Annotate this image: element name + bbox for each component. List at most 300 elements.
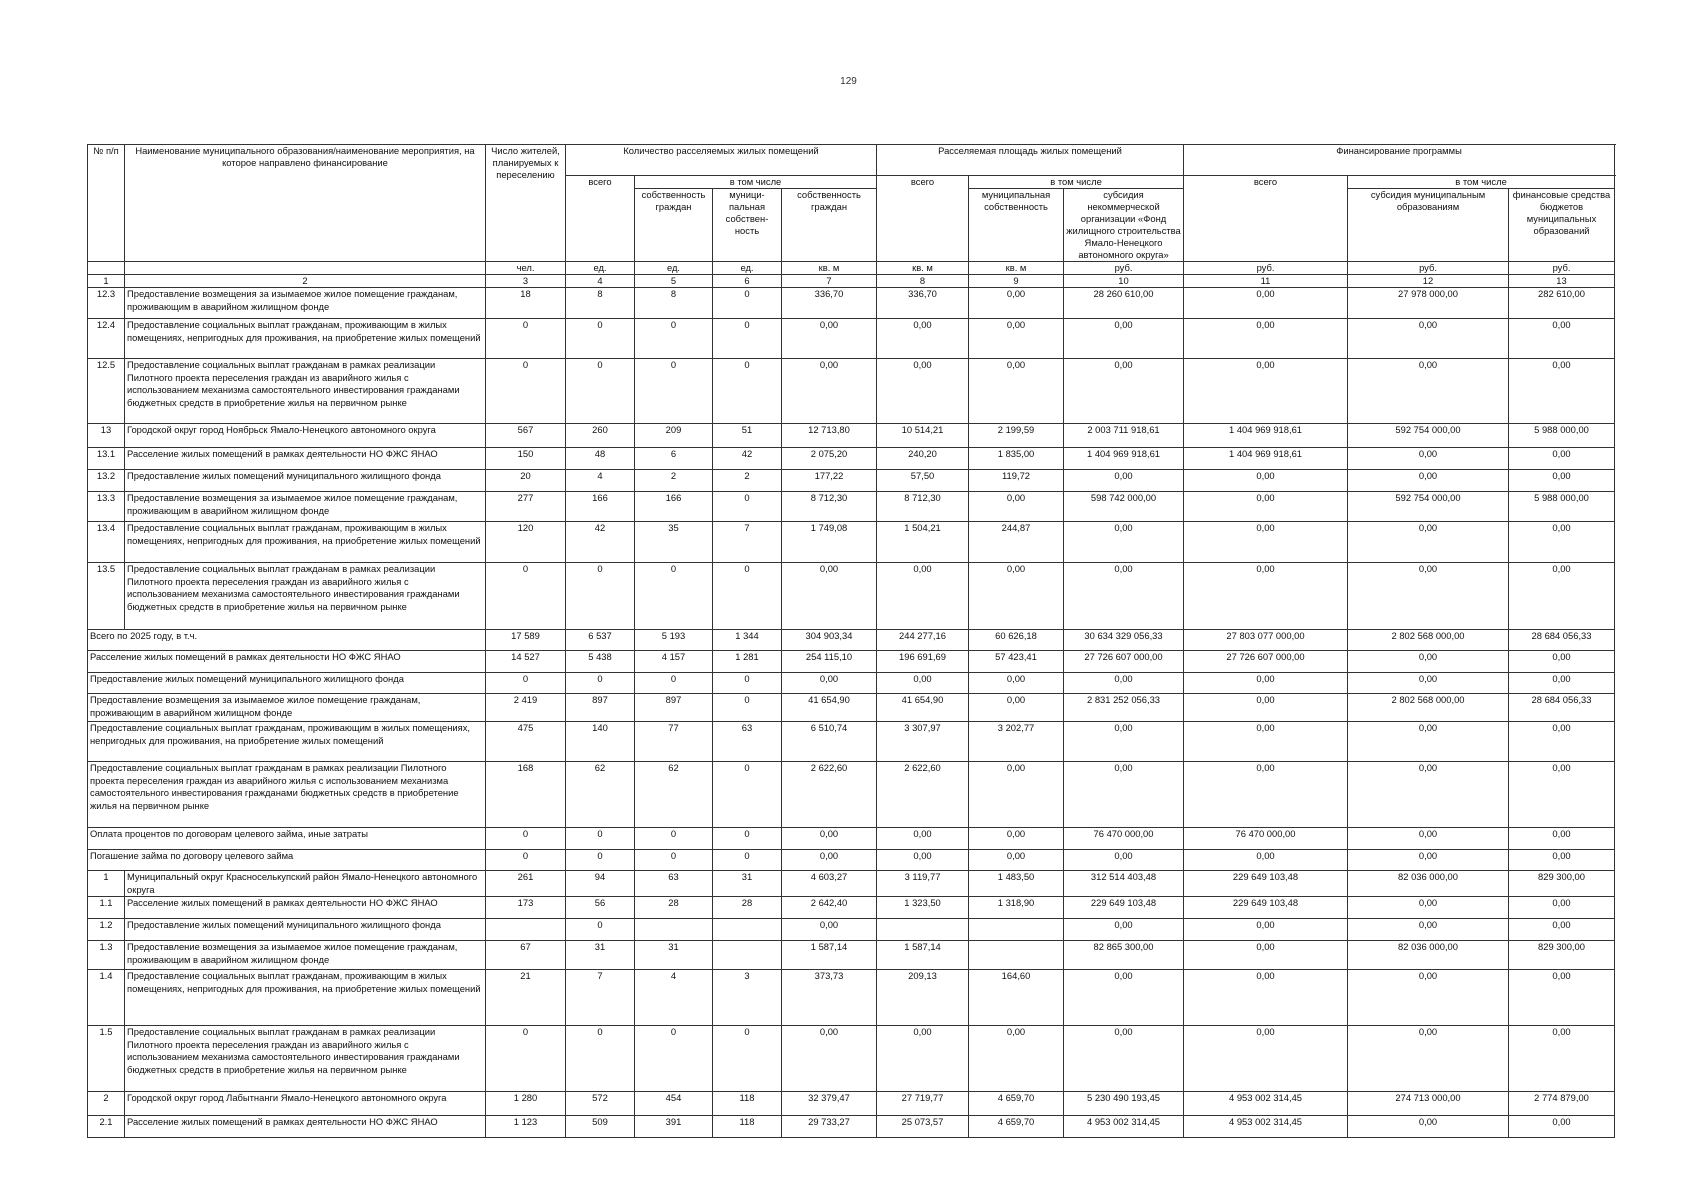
row-name: Городской округ город Ноябрьск Ямало-Ненецкого автономного округа xyxy=(125,424,486,448)
value-cell: 1 483,50 xyxy=(969,871,1064,897)
table-row xyxy=(88,762,1615,828)
value-cell: 82 036 000,00 xyxy=(1348,941,1509,970)
value-cell: 0,00 xyxy=(877,359,969,424)
value-cell: 118 xyxy=(713,1092,782,1116)
row-name: Предоставление возмещения за изымаемое жилое помещение гражданам, проживающим в аварийном жилищном фонде xyxy=(125,288,486,319)
value-cell: 0,00 xyxy=(969,319,1064,359)
value-cell: 25 073,57 xyxy=(877,1116,969,1138)
value-cell: 0,00 xyxy=(782,673,877,694)
value-cell: 164,60 xyxy=(969,970,1064,1026)
value-cell: 0,00 xyxy=(1064,673,1184,694)
table-row xyxy=(88,470,1615,492)
value-cell: 0,00 xyxy=(1184,762,1348,828)
row-name: Предоставление социальных выплат гражданам в рамках реализации Пилотного проекта переселения граждан из аварийного жилья с использованием механизма самостоятельного инвестирования гражданами бюджетных средств в приобретение жилья на первичном рынке xyxy=(125,1026,486,1092)
value-cell: 30 634 329 056,33 xyxy=(1064,630,1184,651)
value-cell: 0,00 xyxy=(1509,919,1615,941)
value-cell: 0,00 xyxy=(877,850,969,871)
table-row xyxy=(88,319,1615,359)
value-cell: 0,00 xyxy=(1064,722,1184,762)
value-cell: 0,00 xyxy=(1064,319,1184,359)
value-cell: 0,00 xyxy=(782,563,877,630)
value-cell: 0,00 xyxy=(969,694,1064,722)
row-name: Муниципальный округ Красноселькупский район Ямало-Ненецкого автономного округа xyxy=(125,871,486,897)
value-cell: 0,00 xyxy=(1348,673,1509,694)
column-number: 7 xyxy=(782,275,877,288)
value-cell: 56 xyxy=(566,897,635,919)
value-cell: 0,00 xyxy=(782,1026,877,1092)
value-cell: 829 300,00 xyxy=(1509,941,1615,970)
value-cell: 1 404 969 918,61 xyxy=(1064,448,1184,470)
table-row xyxy=(88,722,1615,762)
value-cell: 173 xyxy=(486,897,566,919)
header-mun-subsidy: субсидия муниципальным образованиям xyxy=(1348,189,1509,262)
value-cell: 0 xyxy=(713,828,782,850)
value-cell: 21 xyxy=(486,970,566,1026)
value-cell: 94 xyxy=(566,871,635,897)
value-cell: 0,00 xyxy=(877,1026,969,1092)
row-number: 13 xyxy=(88,424,125,448)
unit-cell: кв. м xyxy=(877,262,969,275)
row-name: Расселение жилых помещений в рамках деятельности НО ФЖС ЯНАО xyxy=(125,897,486,919)
value-cell: 2 003 711 918,61 xyxy=(1064,424,1184,448)
value-cell: 0,00 xyxy=(877,673,969,694)
value-cell: 897 xyxy=(635,694,713,722)
header-area-group: Расселяемая площадь жилых помещений xyxy=(877,145,1184,176)
value-cell: 1 587,14 xyxy=(782,941,877,970)
value-cell: 1 281 xyxy=(713,651,782,673)
value-cell: 1 749,08 xyxy=(782,522,877,563)
table-row xyxy=(88,630,1615,651)
value-cell: 0 xyxy=(566,828,635,850)
value-cell: 0,00 xyxy=(1348,919,1509,941)
header-qty-incl: в том числе xyxy=(635,176,877,189)
row-number: 13.1 xyxy=(88,448,125,470)
value-cell: 0 xyxy=(486,319,566,359)
row-name: Предоставление жилых помещений муниципального жилищного фонда xyxy=(125,919,486,941)
value-cell: 5 230 490 193,45 xyxy=(1064,1092,1184,1116)
value-cell: 0,00 xyxy=(1064,470,1184,492)
unit-cell: руб. xyxy=(1184,262,1348,275)
value-cell: 829 300,00 xyxy=(1509,871,1615,897)
value-cell: 2 075,20 xyxy=(782,448,877,470)
value-cell: 0 xyxy=(713,1026,782,1092)
value-cell: 0,00 xyxy=(782,359,877,424)
value-cell: 2 xyxy=(635,470,713,492)
column-number: 2 xyxy=(125,275,486,288)
column-number: 8 xyxy=(877,275,969,288)
value-cell xyxy=(877,919,969,941)
value-cell: 2 774 879,00 xyxy=(1509,1092,1615,1116)
value-cell: 0,00 xyxy=(1509,673,1615,694)
value-cell: 0,00 xyxy=(782,850,877,871)
value-cell: 0 xyxy=(713,563,782,630)
value-cell: 1 504,21 xyxy=(877,522,969,563)
value-cell: 76 470 000,00 xyxy=(1064,828,1184,850)
value-cell: 0,00 xyxy=(1184,288,1348,319)
table-row xyxy=(88,651,1615,673)
value-cell: 0 xyxy=(713,762,782,828)
row-name: Погашение займа по договору целевого займа xyxy=(88,850,486,871)
value-cell: 0,00 xyxy=(969,1026,1064,1092)
value-cell: 254 115,10 xyxy=(782,651,877,673)
value-cell: 0,00 xyxy=(969,762,1064,828)
value-cell: 0,00 xyxy=(1064,970,1184,1026)
value-cell: 0 xyxy=(635,673,713,694)
value-cell: 1 323,50 xyxy=(877,897,969,919)
value-cell: 168 xyxy=(486,762,566,828)
table-row xyxy=(88,941,1615,970)
value-cell: 592 754 000,00 xyxy=(1348,492,1509,522)
unit-cell: руб. xyxy=(1064,262,1184,275)
value-cell: 3 202,77 xyxy=(969,722,1064,762)
value-cell: 0,00 xyxy=(969,288,1064,319)
row-name: Расселение жилых помещений в рамках деятельности НО ФЖС ЯНАО xyxy=(88,651,486,673)
value-cell: 41 654,90 xyxy=(782,694,877,722)
row-number: 1.4 xyxy=(88,970,125,1026)
row-name: Расселение жилых помещений в рамках деятельности НО ФЖС ЯНАО xyxy=(125,1116,486,1138)
value-cell: 4 603,27 xyxy=(782,871,877,897)
value-cell: 0 xyxy=(635,563,713,630)
value-cell: 0,00 xyxy=(1184,522,1348,563)
value-cell: 10 514,21 xyxy=(877,424,969,448)
value-cell: 5 988 000,00 xyxy=(1509,492,1615,522)
value-cell: 31 xyxy=(713,871,782,897)
value-cell: 0,00 xyxy=(1184,563,1348,630)
value-cell: 27 978 000,00 xyxy=(1348,288,1509,319)
table-row xyxy=(88,448,1615,470)
value-cell: 0,00 xyxy=(1509,828,1615,850)
value-cell: 209,13 xyxy=(877,970,969,1026)
table-row xyxy=(88,1116,1615,1138)
value-cell: 82 865 300,00 xyxy=(1064,941,1184,970)
unit-cell xyxy=(88,262,125,275)
value-cell: 0,00 xyxy=(1509,970,1615,1026)
value-cell: 0,00 xyxy=(1348,470,1509,492)
value-cell: 3 xyxy=(713,970,782,1026)
value-cell: 475 xyxy=(486,722,566,762)
value-cell: 0,00 xyxy=(1509,722,1615,762)
value-cell: 0 xyxy=(566,919,635,941)
value-cell: 240,20 xyxy=(877,448,969,470)
table-row xyxy=(88,919,1615,941)
value-cell: 0,00 xyxy=(1348,319,1509,359)
value-cell: 166 xyxy=(566,492,635,522)
value-cell: 1 835,00 xyxy=(969,448,1064,470)
value-cell: 82 036 000,00 xyxy=(1348,871,1509,897)
value-cell: 8 712,30 xyxy=(877,492,969,522)
value-cell: 0 xyxy=(635,1026,713,1092)
value-cell: 0,00 xyxy=(969,563,1064,630)
table-row xyxy=(88,563,1615,630)
value-cell: 336,70 xyxy=(877,288,969,319)
value-cell: 312 514 403,48 xyxy=(1064,871,1184,897)
value-cell: 0,00 xyxy=(782,319,877,359)
value-cell xyxy=(713,941,782,970)
value-cell: 0,00 xyxy=(1348,448,1509,470)
value-cell: 28 xyxy=(635,897,713,919)
row-number: 1.2 xyxy=(88,919,125,941)
value-cell: 0 xyxy=(486,1026,566,1092)
value-cell: 0,00 xyxy=(1509,522,1615,563)
header-fund-subsidy: субсидия некоммерческой организации «Фонд жилищного строительства Ямало-Ненецкого автономного округа» xyxy=(1064,189,1184,262)
value-cell: 1 587,14 xyxy=(877,941,969,970)
value-cell: 0 xyxy=(566,673,635,694)
unit-cell xyxy=(125,262,486,275)
value-cell: 28 684 056,33 xyxy=(1509,694,1615,722)
table-row xyxy=(88,850,1615,871)
value-cell: 57 423,41 xyxy=(969,651,1064,673)
value-cell: 28 684 056,33 xyxy=(1509,630,1615,651)
header-area-own-citizens: собственность граждан xyxy=(782,189,877,262)
row-name: Предоставление социальных выплат гражданам, проживающим в жилых помещениях, непригодных для проживания, на приобретение жилых помещений xyxy=(125,319,486,359)
value-cell: 0,00 xyxy=(969,359,1064,424)
value-cell: 0,00 xyxy=(1184,970,1348,1026)
row-number: 1.3 xyxy=(88,941,125,970)
value-cell: 28 260 610,00 xyxy=(1064,288,1184,319)
value-cell: 18 xyxy=(486,288,566,319)
value-cell: 1 280 xyxy=(486,1092,566,1116)
column-number: 4 xyxy=(566,275,635,288)
column-number: 11 xyxy=(1184,275,1348,288)
row-name: Предоставление социальных выплат гражданам, проживающим в жилых помещениях, непригодных для проживания, на приобретение жилых помещений xyxy=(125,522,486,563)
resettlement-program-table xyxy=(87,144,1615,1138)
value-cell: 4 953 002 314,45 xyxy=(1184,1092,1348,1116)
value-cell: 0,00 xyxy=(1509,319,1615,359)
value-cell: 304 903,34 xyxy=(782,630,877,651)
value-cell: 2 802 568 000,00 xyxy=(1348,694,1509,722)
value-cell: 7 xyxy=(566,970,635,1026)
table-row xyxy=(88,673,1615,694)
value-cell: 5 193 xyxy=(635,630,713,651)
value-cell: 2 xyxy=(713,470,782,492)
value-cell: 0 xyxy=(486,673,566,694)
value-cell: 166 xyxy=(635,492,713,522)
unit-cell: ед. xyxy=(635,262,713,275)
value-cell: 0,00 xyxy=(969,492,1064,522)
value-cell: 28 xyxy=(713,897,782,919)
value-cell: 0 xyxy=(713,673,782,694)
value-cell: 336,70 xyxy=(782,288,877,319)
value-cell: 0 xyxy=(635,828,713,850)
value-cell: 62 xyxy=(566,762,635,828)
row-name: Предоставление социальных выплат гражданам в рамках реализации Пилотного проекта переселения граждан из аварийного жилья с использованием механизма самостоятельного инвестирования гражданами бюджетных средств в приобретение жилья на первичном рынке xyxy=(125,563,486,630)
row-name: Предоставление социальных выплат гражданам в рамках реализации Пилотного проекта переселения граждан из аварийного жилья с использованием механизма самостоятельного инвестирования гражданами бюджетных средств в приобретение жилья на первичном рынке xyxy=(125,359,486,424)
value-cell: 0,00 xyxy=(1348,1116,1509,1138)
value-cell: 0 xyxy=(713,359,782,424)
table-row xyxy=(88,897,1615,919)
value-cell: 0,00 xyxy=(1064,762,1184,828)
value-cell: 592 754 000,00 xyxy=(1348,424,1509,448)
value-cell: 0,00 xyxy=(1184,470,1348,492)
value-cell: 0,00 xyxy=(1509,651,1615,673)
row-number: 1.5 xyxy=(88,1026,125,1092)
value-cell: 7 xyxy=(713,522,782,563)
header-residents: Число жителей, планируемых к переселению xyxy=(486,145,566,262)
column-number: 6 xyxy=(713,275,782,288)
row-name: Предоставление возмещения за изымаемое жилое помещение гражданам, проживающим в аварийном жилищном фонде xyxy=(125,941,486,970)
value-cell: 6 537 xyxy=(566,630,635,651)
value-cell: 118 xyxy=(713,1116,782,1138)
value-cell: 274 713 000,00 xyxy=(1348,1092,1509,1116)
value-cell: 4 953 002 314,45 xyxy=(1184,1116,1348,1138)
value-cell: 1 404 969 918,61 xyxy=(1184,448,1348,470)
table-row xyxy=(88,522,1615,563)
value-cell: 8 712,30 xyxy=(782,492,877,522)
value-cell: 0,00 xyxy=(1348,522,1509,563)
value-cell: 3 119,77 xyxy=(877,871,969,897)
value-cell: 209 xyxy=(635,424,713,448)
value-cell: 31 xyxy=(635,941,713,970)
value-cell: 0,00 xyxy=(1184,850,1348,871)
value-cell xyxy=(969,919,1064,941)
row-number: 13.4 xyxy=(88,522,125,563)
value-cell: 0,00 xyxy=(1509,762,1615,828)
row-number: 1 xyxy=(88,871,125,897)
value-cell: 0,00 xyxy=(1184,359,1348,424)
value-cell: 0,00 xyxy=(969,828,1064,850)
value-cell: 48 xyxy=(566,448,635,470)
table-row xyxy=(88,288,1615,319)
value-cell: 2 622,60 xyxy=(877,762,969,828)
row-name: Оплата процентов по договорам целевого займа, иные затраты xyxy=(88,828,486,850)
value-cell: 12 713,80 xyxy=(782,424,877,448)
table-row xyxy=(88,492,1615,522)
value-cell: 0,00 xyxy=(1184,673,1348,694)
column-number: 9 xyxy=(969,275,1064,288)
value-cell: 0,00 xyxy=(1348,722,1509,762)
row-number: 12.4 xyxy=(88,319,125,359)
value-cell: 29 733,27 xyxy=(782,1116,877,1138)
table-row xyxy=(88,871,1615,897)
value-cell: 0,00 xyxy=(1064,359,1184,424)
column-number: 3 xyxy=(486,275,566,288)
value-cell: 35 xyxy=(635,522,713,563)
value-cell: 229 649 103,48 xyxy=(1184,897,1348,919)
row-name: Предоставление возмещения за изымаемое жилое помещение гражданам, проживающим в аварийном жилищном фонде xyxy=(88,694,486,722)
value-cell: 8 xyxy=(635,288,713,319)
value-cell: 5 988 000,00 xyxy=(1509,424,1615,448)
column-number: 1 xyxy=(88,275,125,288)
column-numbers-row xyxy=(88,275,1615,288)
value-cell: 0,00 xyxy=(1348,1026,1509,1092)
value-cell: 0,00 xyxy=(1064,522,1184,563)
column-number: 12 xyxy=(1348,275,1509,288)
header-no: № п/п xyxy=(88,145,125,262)
value-cell: 0,00 xyxy=(1184,694,1348,722)
unit-cell: руб. xyxy=(1348,262,1509,275)
value-cell: 244 277,16 xyxy=(877,630,969,651)
header-area-incl: в том числе xyxy=(969,176,1184,189)
row-number: 13.5 xyxy=(88,563,125,630)
unit-cell: руб. xyxy=(1509,262,1615,275)
value-cell: 63 xyxy=(635,871,713,897)
value-cell: 4 659,70 xyxy=(969,1092,1064,1116)
page-number: 129 xyxy=(840,76,857,87)
value-cell: 0,00 xyxy=(1509,563,1615,630)
value-cell: 0,00 xyxy=(969,850,1064,871)
value-cell: 57,50 xyxy=(877,470,969,492)
value-cell: 0,00 xyxy=(1348,897,1509,919)
value-cell: 4 xyxy=(635,970,713,1026)
value-cell: 14 527 xyxy=(486,651,566,673)
value-cell xyxy=(486,919,566,941)
row-name: Расселение жилых помещений в рамках деятельности НО ФЖС ЯНАО xyxy=(125,448,486,470)
row-name: Предоставление жилых помещений муниципального жилищного фонда xyxy=(125,470,486,492)
value-cell: 17 589 xyxy=(486,630,566,651)
header-qty-mun-own: муници-пальная собствен-ность xyxy=(713,189,782,262)
value-cell xyxy=(969,941,1064,970)
value-cell: 2 642,40 xyxy=(782,897,877,919)
value-cell: 150 xyxy=(486,448,566,470)
header-area-mun-own: муниципальная собственность xyxy=(969,189,1064,262)
value-cell: 67 xyxy=(486,941,566,970)
value-cell: 0,00 xyxy=(1184,319,1348,359)
row-number: 12.3 xyxy=(88,288,125,319)
row-number: 1.1 xyxy=(88,897,125,919)
value-cell: 229 649 103,48 xyxy=(1064,897,1184,919)
value-cell: 1 318,90 xyxy=(969,897,1064,919)
value-cell: 27 726 607 000,00 xyxy=(1064,651,1184,673)
row-name: Предоставление социальных выплат гражданам, проживающим в жилых помещениях, непригодных для проживания, на приобретение жилых помещений xyxy=(125,970,486,1026)
value-cell: 0,00 xyxy=(1509,850,1615,871)
value-cell: 27 719,77 xyxy=(877,1092,969,1116)
value-cell: 229 649 103,48 xyxy=(1184,871,1348,897)
value-cell: 0,00 xyxy=(877,828,969,850)
value-cell: 0,00 xyxy=(1184,941,1348,970)
row-number: 13.3 xyxy=(88,492,125,522)
value-cell: 0,00 xyxy=(1064,850,1184,871)
column-number: 5 xyxy=(635,275,713,288)
value-cell: 567 xyxy=(486,424,566,448)
value-cell: 20 xyxy=(486,470,566,492)
row-name: Предоставление социальных выплат гражданам, проживающим в жилых помещениях, непригодных для проживания, на приобретение жилых помещений xyxy=(88,722,486,762)
value-cell: 0,00 xyxy=(1184,919,1348,941)
value-cell: 0,00 xyxy=(1348,359,1509,424)
header-fin-total: всего xyxy=(1184,176,1348,262)
value-cell: 51 xyxy=(713,424,782,448)
value-cell: 120 xyxy=(486,522,566,563)
value-cell: 0 xyxy=(566,359,635,424)
header-fin-group: Финансирование программы xyxy=(1184,145,1615,176)
value-cell: 0 xyxy=(566,1026,635,1092)
value-cell: 244,87 xyxy=(969,522,1064,563)
value-cell: 6 xyxy=(635,448,713,470)
table-row xyxy=(88,1092,1615,1116)
unit-cell: чел. xyxy=(486,262,566,275)
value-cell: 119,72 xyxy=(969,470,1064,492)
value-cell: 0,00 xyxy=(1509,897,1615,919)
value-cell: 0 xyxy=(713,850,782,871)
value-cell: 2 831 252 056,33 xyxy=(1064,694,1184,722)
value-cell: 0 xyxy=(713,319,782,359)
value-cell: 277 xyxy=(486,492,566,522)
value-cell: 0,00 xyxy=(1348,850,1509,871)
value-cell: 0,00 xyxy=(1348,828,1509,850)
value-cell: 1 123 xyxy=(486,1116,566,1138)
value-cell: 2 419 xyxy=(486,694,566,722)
table-row xyxy=(88,424,1615,448)
value-cell: 0,00 xyxy=(1509,1026,1615,1092)
value-cell: 1 404 969 918,61 xyxy=(1184,424,1348,448)
value-cell: 0,00 xyxy=(877,319,969,359)
value-cell: 27 726 607 000,00 xyxy=(1184,651,1348,673)
value-cell xyxy=(635,919,713,941)
header-qty-total: всего xyxy=(566,176,635,262)
value-cell: 42 xyxy=(566,522,635,563)
value-cell: 0,00 xyxy=(1184,1026,1348,1092)
value-cell: 0 xyxy=(635,319,713,359)
value-cell: 0,00 xyxy=(969,673,1064,694)
